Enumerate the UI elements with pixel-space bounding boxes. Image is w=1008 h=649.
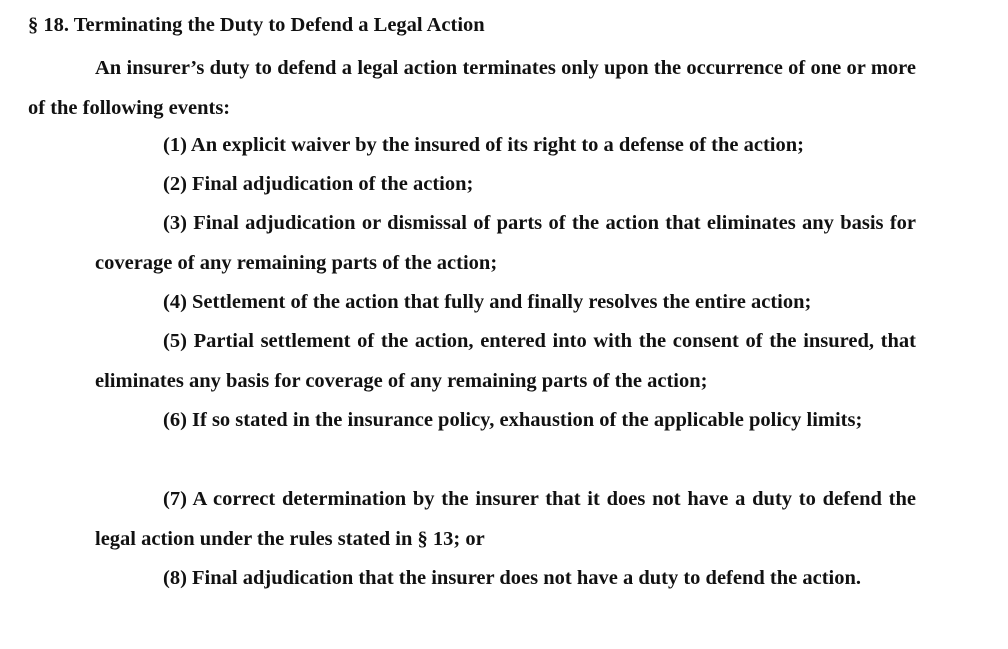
list-item: (4) Settlement of the action that fully and finally resolves the entire action; bbox=[163, 291, 812, 313]
section-title: § 18. Terminating the Duty to Defend a Legal Action bbox=[28, 14, 485, 36]
list-item: (8) Final adjudication that the insurer does not have a duty to defend the action. bbox=[163, 567, 861, 589]
list-item: (2) Final adjudication of the action; bbox=[163, 173, 474, 195]
list-item: (3) Final adjudication or dismissal of parts of the action that eliminates any basis for coverage of any remaining parts of the action; bbox=[95, 212, 916, 274]
list-item: (6) If so stated in the insurance policy, exhaustion of the applicable policy limits; bbox=[163, 409, 863, 431]
intro-paragraph: An insurer’s duty to defend a legal action terminates only upon the occurrence of one or more of the following events: bbox=[28, 57, 916, 119]
list-item: (5) Partial settlement of the action, entered into with the consent of the insured, that eliminates any basis for coverage of any remaining parts of the action; bbox=[95, 330, 916, 392]
list-item: (1) An explicit waiver by the insured of its right to a defense of the action; bbox=[163, 134, 804, 156]
list-item: (7) A correct determination by the insurer that it does not have a duty to defend the legal action under the rules stated in § 13; or bbox=[95, 488, 916, 550]
